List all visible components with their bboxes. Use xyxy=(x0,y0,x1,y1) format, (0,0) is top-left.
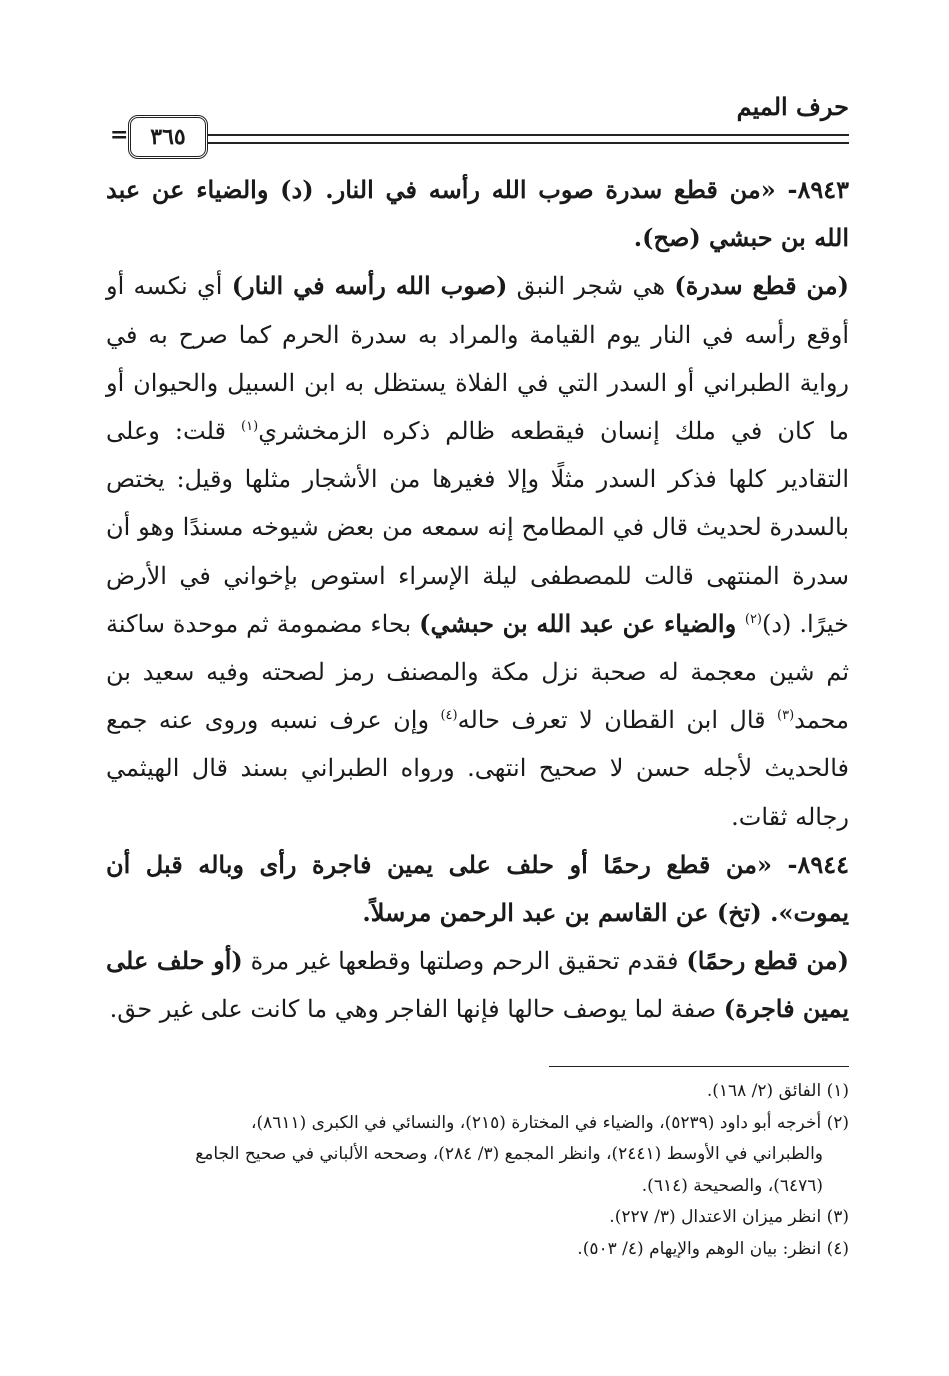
page-number: ٣٦٥ xyxy=(128,115,208,159)
commentary-text: فقدم تحقيق الرحم وصلتها وقطعها غير مرة xyxy=(242,947,687,976)
lemma: (صوب الله رأسه في النار) xyxy=(231,271,508,301)
main-text xyxy=(106,166,849,1034)
lemma: (أو حلف على يمين فاجرة) xyxy=(106,946,849,1024)
footnote-1: (١) الفائق (٢/ ١٦٨). xyxy=(706,1081,849,1101)
hadith-text: «من قطع سدرة صوب الله رأسه في النار. (د) والضياء عن عبد الله بن حبشي (صح). xyxy=(106,175,849,253)
running-head: حرف الميم xyxy=(736,92,849,121)
commentary-text: أي نكسه أو أوقع رأسه في النار يوم القيامة والمراد به سدرة الحرم كما صرح به في رواية الطبراني أو السدر التي في الفلاة يستظل به ابن السبيل والحيوان أو ما كان في ملك إنسان فيقطعه ظالم ذكره الزمخشري xyxy=(106,272,849,446)
footnote-2-cont: (٦٤٧٦)، والصحيحة (٦١٤). xyxy=(641,1175,823,1196)
commentary-text: قلت: وعلى التقادير كلها فذكر السدر مثلًا وإلا فغيرها من الأشجار مثلها وقيل: يختص بالسدرة لحديث قال في المطامح إنه سمعه من بعض شيوخه مسندًا وهو أن سدرة المنتهى قالت للمصطفى ليلة الإسراء استوص بإخواني في الأرض خيرًا. (د) xyxy=(106,417,849,638)
commentary-8943 xyxy=(106,262,849,840)
commentary-text: صفة لما يوصف حالها فإنها الفاجر وهي ما كانت على غير حق. xyxy=(109,995,724,1024)
footnote-2-cont: والطبراني في الأوسط (٢٤٤١)، وانظر المجمع (٣/ ٢٨٤)، وصححه الألباني في صحيح الجامع xyxy=(195,1144,823,1164)
commentary-text: بحاء مضمومة ثم موحدة ساكنة ثم شين معجمة له صحبة نزل مكة والمصنف رمز لصحته وفيه سعيد بن محمد xyxy=(106,609,849,735)
commentary-text: وإن عرف نسبه وروى عنه جمع فالحديث لأجله حسن لا صحيح انتهى. ورواه الطبراني بسند قال الهيثمي رجاله ثقات. xyxy=(106,706,849,831)
page-number-ornament: = xyxy=(110,122,129,148)
hadith-text: «من قطع رحمًا أو حلف على يمين فاجرة رأى وباله قبل أن يموت». (تخ) عن القاسم بن عبد الرحمن مرسلاً. xyxy=(106,849,849,928)
footnote-separator xyxy=(549,1066,849,1067)
hadith-number: ٨٩٤٣- xyxy=(787,175,849,204)
footnote-ref: (٣) xyxy=(777,708,795,724)
footnote-2: (٢) أخرجه أبو داود (٥٢٣٩)، والضياء في المختارة (٢١٥)، والنسائي في الكبرى (٨٦١١)، xyxy=(250,1112,849,1133)
lemma: (من قطع سدرة) xyxy=(674,271,850,301)
hadith-8944 xyxy=(106,841,849,937)
hadith-number: ٨٩٤٤- xyxy=(787,849,849,879)
lemma: (من قطع رحمًا) xyxy=(686,946,850,976)
footnote-ref: (١) xyxy=(241,419,259,435)
commentary-text: هي شجر النبق xyxy=(507,272,675,301)
commentary-text: قال ابن القطان لا تعرف حاله xyxy=(457,706,778,735)
footnote-3: (٣) انظر ميزان الاعتدال (٣/ ٢٢٧). xyxy=(609,1207,849,1227)
hadith-8943 xyxy=(106,166,849,262)
footnote-ref: (٢) xyxy=(744,611,762,627)
footnote-ref: (٤) xyxy=(440,708,458,724)
commentary-8944 xyxy=(106,937,849,1033)
footnotes xyxy=(106,1076,849,1265)
header-double-rule xyxy=(200,134,849,144)
footnote-4: (٤) انظر: بيان الوهم والإيهام (٤/ ٥٠٣). xyxy=(577,1238,849,1259)
lemma: والضياء عن عبد الله بن حبشي) xyxy=(419,608,745,638)
